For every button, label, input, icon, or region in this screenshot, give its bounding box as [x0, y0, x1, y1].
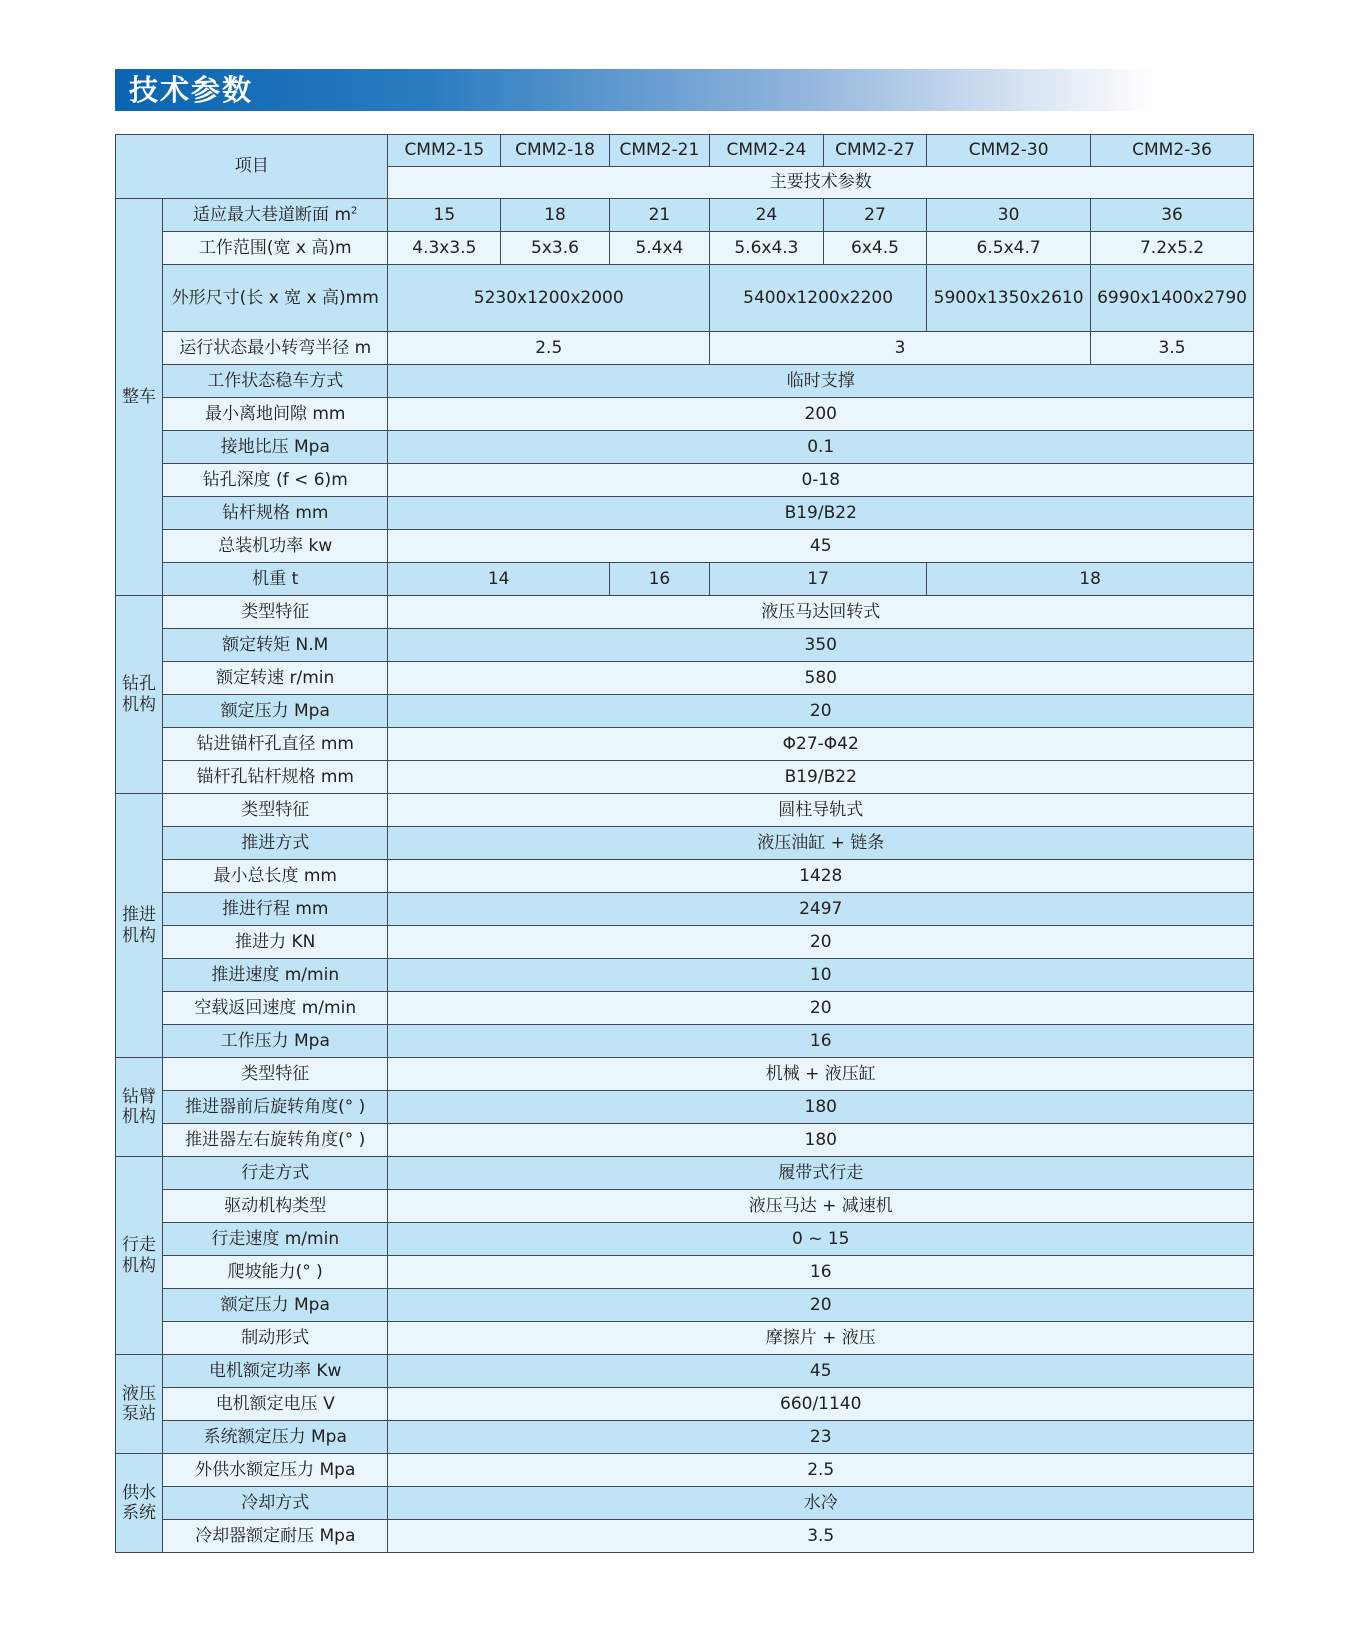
- model-header: CMM2-30: [927, 135, 1091, 167]
- table-cell: 3: [710, 332, 1091, 365]
- table-cell: B19/B22: [388, 761, 1254, 794]
- table-cell: 4.3x3.5: [388, 232, 501, 265]
- table-cell: 液压油缸 + 链条: [388, 827, 1254, 860]
- table-cell: 2497: [388, 893, 1254, 926]
- row-label: 额定转速 r/min: [162, 662, 388, 695]
- row-label: 接地比压 Mpa: [162, 431, 388, 464]
- row-label: 推进行程 mm: [162, 893, 388, 926]
- row-label: 冷却方式: [162, 1487, 388, 1520]
- row-label: 最小离地间隙 mm: [162, 398, 388, 431]
- spec-table: [115, 134, 1254, 1553]
- group-label: 推进机构: [116, 794, 163, 1058]
- table-cell: 0-18: [388, 464, 1254, 497]
- table-cell: 45: [388, 1355, 1254, 1388]
- row-label: 推进方式: [162, 827, 388, 860]
- table-cell: 水冷: [388, 1487, 1254, 1520]
- row-label: 最小总长度 mm: [162, 860, 388, 893]
- table-cell: 30: [927, 199, 1091, 232]
- table-cell: 20: [388, 926, 1254, 959]
- table-cell: 2.5: [388, 332, 710, 365]
- row-label: 工作范围(宽 x 高)m: [162, 232, 388, 265]
- table-cell: 21: [609, 199, 709, 232]
- table-cell: 6x4.5: [823, 232, 926, 265]
- row-label: 驱动机构类型: [162, 1190, 388, 1223]
- row-label: 系统额定压力 Mpa: [162, 1421, 388, 1454]
- row-label: 类型特征: [162, 794, 388, 827]
- table-cell: 圆柱导轨式: [388, 794, 1254, 827]
- row-label: 推进器前后旋转角度(° ): [162, 1091, 388, 1124]
- row-label: 锚杆孔钻杆规格 mm: [162, 761, 388, 794]
- row-label: 空载返回速度 m/min: [162, 992, 388, 1025]
- row-label: 推进速度 m/min: [162, 959, 388, 992]
- table-cell: 20: [388, 992, 1254, 1025]
- table-cell: 1428: [388, 860, 1254, 893]
- row-label: 钻杆规格 mm: [162, 497, 388, 530]
- row-label: 推进力 KN: [162, 926, 388, 959]
- table-cell: 3.5: [1091, 332, 1254, 365]
- table-cell: 0.1: [388, 431, 1254, 464]
- group-label: 液压泵站: [116, 1355, 163, 1454]
- row-label: 行走方式: [162, 1157, 388, 1190]
- table-cell: 180: [388, 1091, 1254, 1124]
- row-label: 运行状态最小转弯半径 m: [162, 332, 388, 365]
- table-cell: 17: [710, 563, 927, 596]
- table-cell: Φ27-Φ42: [388, 728, 1254, 761]
- table-cell: 6.5x4.7: [927, 232, 1091, 265]
- table-cell: 摩擦片 + 液压: [388, 1322, 1254, 1355]
- row-label: 机重 t: [162, 563, 388, 596]
- table-cell: 20: [388, 1289, 1254, 1322]
- group-label: 供水系统: [116, 1454, 163, 1553]
- row-label: 爬坡能力(° ): [162, 1256, 388, 1289]
- row-label: 工作状态稳车方式: [162, 365, 388, 398]
- table-cell: 200: [388, 398, 1254, 431]
- table-cell: 5400x1200x2200: [710, 265, 927, 332]
- row-label: 行走速度 m/min: [162, 1223, 388, 1256]
- table-cell: 18: [501, 199, 610, 232]
- table-cell: 5.4x4: [609, 232, 709, 265]
- group-label: 行走机构: [116, 1157, 163, 1355]
- table-cell: 履带式行走: [388, 1157, 1254, 1190]
- table-cell: 18: [927, 563, 1254, 596]
- row-label: 类型特征: [162, 1058, 388, 1091]
- table-cell: 5900x1350x2610: [927, 265, 1091, 332]
- table-cell: 15: [388, 199, 501, 232]
- table-cell: 27: [823, 199, 926, 232]
- model-header: CMM2-27: [823, 135, 926, 167]
- table-cell: 660/1140: [388, 1388, 1254, 1421]
- row-label: 钻孔深度 (f < 6)m: [162, 464, 388, 497]
- row-label: 适应最大巷道断面 $m^2$: [162, 199, 388, 232]
- table-cell: 5230x1200x2000: [388, 265, 710, 332]
- group-label: 钻孔机构: [116, 596, 163, 794]
- table-cell: 7.2x5.2: [1091, 232, 1254, 265]
- table-cell: 2.5: [388, 1454, 1254, 1487]
- model-header: CMM2-24: [710, 135, 824, 167]
- table-cell: 16: [388, 1025, 1254, 1058]
- table-cell: 液压马达回转式: [388, 596, 1254, 629]
- row-label: 总装机功率 kw: [162, 530, 388, 563]
- row-label: 工作压力 Mpa: [162, 1025, 388, 1058]
- table-cell: 机械 + 液压缸: [388, 1058, 1254, 1091]
- model-header: CMM2-36: [1091, 135, 1254, 167]
- row-label: 冷却器额定耐压 Mpa: [162, 1520, 388, 1553]
- table-cell: 24: [710, 199, 824, 232]
- table-cell: 16: [609, 563, 709, 596]
- row-label: 外供水额定压力 Mpa: [162, 1454, 388, 1487]
- row-label: 推进器左右旋转角度(° ): [162, 1124, 388, 1157]
- model-header: CMM2-21: [609, 135, 709, 167]
- group-label: 整车: [116, 199, 163, 596]
- row-label: 外形尺寸(长 x 宽 x 高)mm: [162, 265, 388, 332]
- model-header: CMM2-18: [501, 135, 610, 167]
- group-label: 钻臂机构: [116, 1058, 163, 1157]
- table-cell: 45: [388, 530, 1254, 563]
- model-header: CMM2-15: [388, 135, 501, 167]
- row-label: 额定压力 Mpa: [162, 1289, 388, 1322]
- row-label: 额定压力 Mpa: [162, 695, 388, 728]
- table-cell: 14: [388, 563, 609, 596]
- table-cell: 液压马达 + 减速机: [388, 1190, 1254, 1223]
- table-cell: 临时支撑: [388, 365, 1254, 398]
- section-banner: [115, 69, 1155, 111]
- table-cell: B19/B22: [388, 497, 1254, 530]
- table-cell: 10: [388, 959, 1254, 992]
- main-params-header: 主要技术参数: [388, 167, 1254, 199]
- table-cell: 6990x1400x2790: [1091, 265, 1254, 332]
- table-cell: 36: [1091, 199, 1254, 232]
- section-title: 技术参数: [129, 73, 254, 107]
- corner-label: 项目: [116, 135, 388, 199]
- table-cell: 0 ~ 15: [388, 1223, 1254, 1256]
- row-label: 电机额定功率 Kw: [162, 1355, 388, 1388]
- table-cell: 3.5: [388, 1520, 1254, 1553]
- row-label: 类型特征: [162, 596, 388, 629]
- table-cell: 5.6x4.3: [710, 232, 824, 265]
- table-cell: 5x3.6: [501, 232, 610, 265]
- table-cell: 580: [388, 662, 1254, 695]
- table-cell: 23: [388, 1421, 1254, 1454]
- table-cell: 350: [388, 629, 1254, 662]
- table-cell: 16: [388, 1256, 1254, 1289]
- row-label: 制动形式: [162, 1322, 388, 1355]
- table-cell: 180: [388, 1124, 1254, 1157]
- table-cell: 20: [388, 695, 1254, 728]
- row-label: 电机额定电压 V: [162, 1388, 388, 1421]
- row-label: 钻进锚杆孔直径 mm: [162, 728, 388, 761]
- row-label: 额定转矩 N.M: [162, 629, 388, 662]
